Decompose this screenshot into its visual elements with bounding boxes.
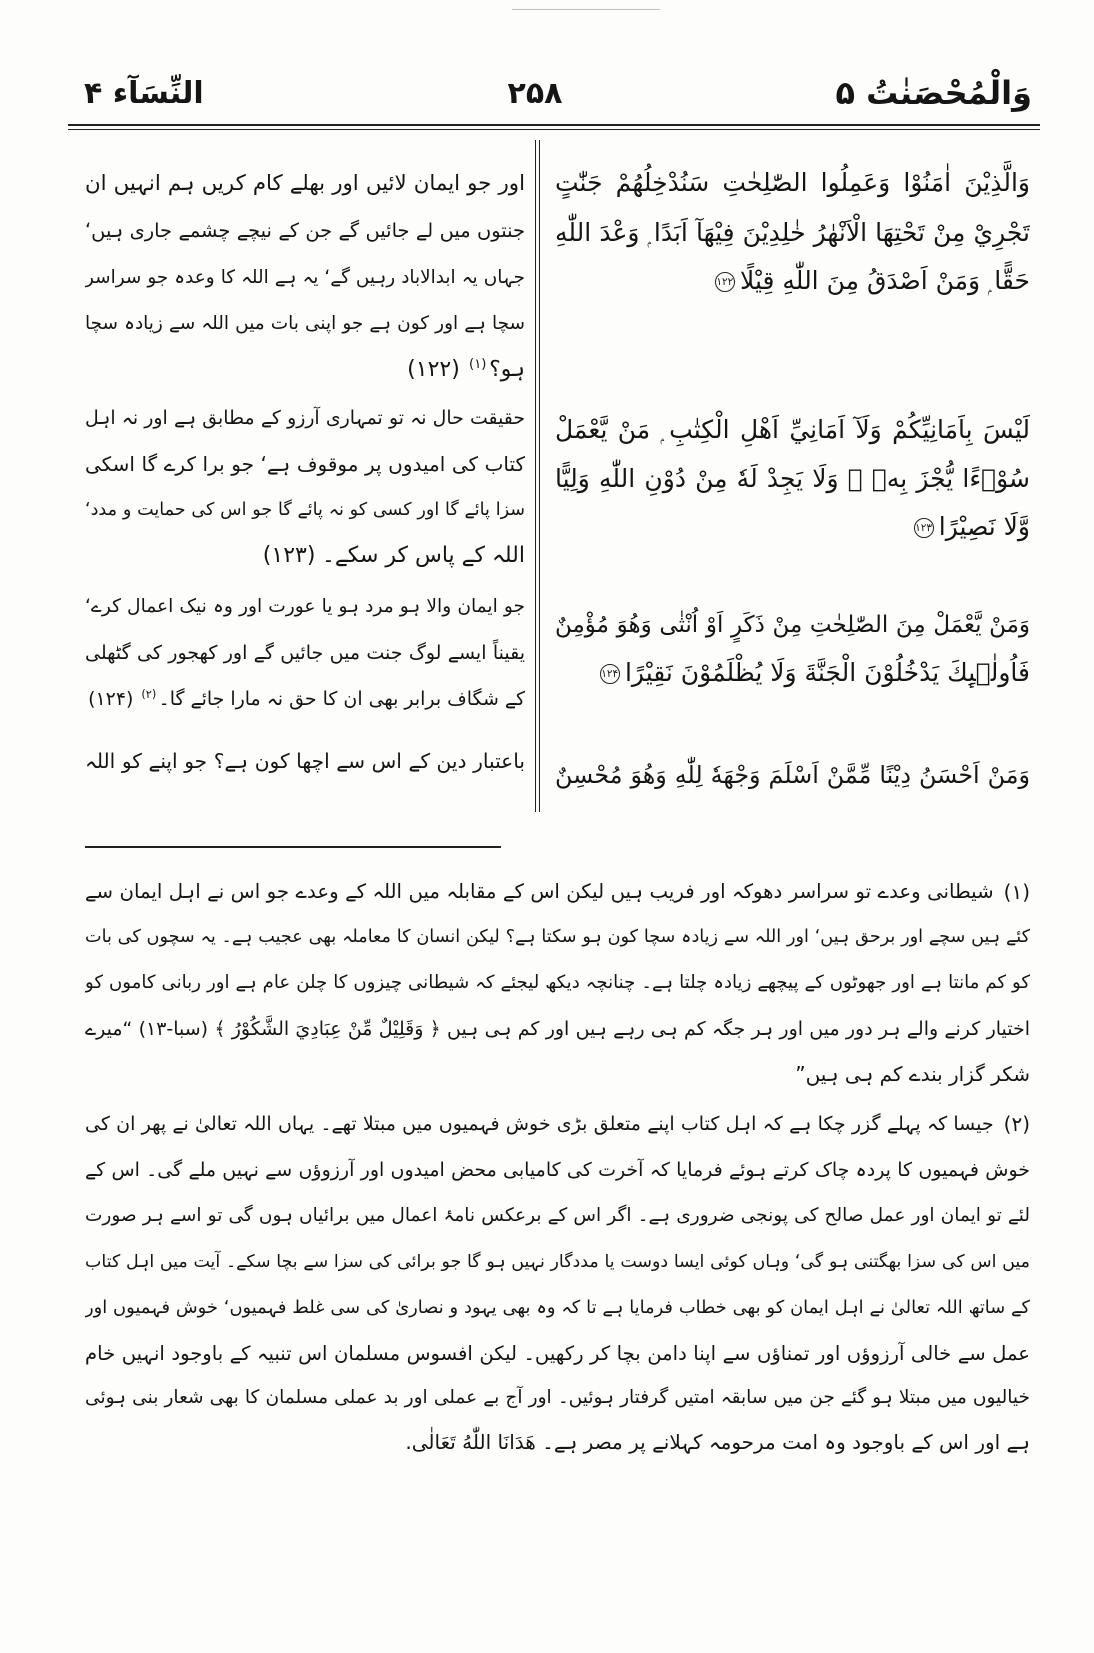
arabic-line (555, 504, 1030, 550)
arabic-line (555, 258, 1030, 304)
footnote-line: ہے اور اس کے باوجود وہ امت مرحومہ کہلانے پر مصر ہے۔ هَدَانَا اللّٰهُ تَعَالٰى. (405, 1430, 1030, 1454)
ayah-number-marker: ۱۲۳ (914, 518, 934, 538)
footnote-marker: (۱) (1003, 880, 1030, 904)
verse-number: (۱۲۳) (262, 543, 316, 568)
arabic-line: وَمَنْ يَّعْمَلْ مِنَ الصّٰلِحٰتِ مِنْ ذَكَرٍ اَوْ اُنْثٰى وَھُوَ مُؤْمِنٌ (555, 612, 1030, 638)
verse-number: (۱۲۲) (407, 357, 460, 382)
urdu-line (85, 348, 525, 392)
urdu-line-text: اللہ کے پاس کر سکے۔ (322, 543, 525, 568)
surah-title: النِّسَآء ۴ (84, 76, 204, 111)
arabic-line (555, 650, 1030, 696)
footnote-line (85, 1103, 1030, 1145)
arabic-line-text: فَاُولٰۗىِٕكَ يَدْخُلُوْنَ الْجَنَّةَ وَلَا يُظْلَمُوْنَ نَقِيْرًا (624, 658, 1030, 687)
arabic-line: تَجْرِيْ مِنْ تَحْتِهَا الْاَنْهٰرُ خٰلِدِيْنَ فِيْهَآ اَبَدًا ۭ وَعْدَ اللّٰهِ (555, 218, 1030, 247)
arabic-line: لَيْسَ بِاَمَانِيِّكُمْ وَلَآ اَمَانِيِّ اَهْلِ الْكِتٰبِ ۭ مَنْ يَّعْمَلْ (555, 415, 1030, 444)
footnote-reference: (۲) (141, 686, 157, 701)
urdu-line: باعتبار دین کے اس سے اچھا کون ہے؟ جو اپنے کو اللہ (85, 749, 525, 773)
footnote-separator (85, 846, 501, 848)
page-number: ۲۵۸ (507, 76, 563, 111)
urdu-line: یقیناً ایسے لوگ جنت میں جائیں گے اور کھجور کی گٹھلی (85, 642, 525, 664)
juz-title: وَالْمُحْصَنٰتُ ۵ (835, 74, 1032, 112)
urdu-line: جہاں یہ ابدالاباد رہیں گے‘ یہ ہے اللہ کا وعدہ جو سراسر (85, 267, 525, 288)
footnote-text: شیطانی وعدے تو سراسر دھوکہ اور فریب ہیں لیکن اس کے مقابلہ میں اللہ کے وعدے جو اس نے اہل ایمان سے (85, 880, 994, 903)
arabic-line: سُوْۗءًا يُّجْزَ بِهٖ ۙ وَلَا يَجِدْ لَهٗ مِنْ دُوْنِ اللّٰهِ وَلِيًّا (555, 464, 1030, 493)
footnote-line: خوش فہمیوں کا پردہ چاک کرتے ہوئے فرمایا کہ آخرت کی کامیابی محض امیدوں اور آرزوؤں سے نہیں ملے گی۔ اس کے (85, 1159, 1030, 1181)
urdu-line (85, 677, 525, 721)
footnote-line: خیالیوں میں مبتلا ہو گئے جن میں سابقہ امتیں گرفتار ہوئیں۔ اور آج بے عملی اور بد عملی مسلمان کا بھی شعار بنی ہوئی (85, 1387, 1030, 1408)
urdu-line: اور جو ایمان لائیں اور بھلے کام کریں ہم انہیں ان (85, 171, 525, 196)
urdu-line (85, 534, 525, 578)
urdu-line: جو ایمان والا ہو مرد ہو یا عورت اور وہ نیک اعمال کرے‘ (85, 596, 525, 617)
footnote-line: کو کم مانتا ہے اور جھوٹوں کے پیچھے زیادہ چلتا ہے۔ چنانچہ دیکھ لیجئے کہ شیطانی چیزوں کا چلن عام ہے اور ربانی کاموں کو (85, 972, 1030, 993)
arabic-line: وَالَّذِيْنَ اٰمَنُوْا وَعَمِلُوا الصّٰلِحٰتِ سَنُدْخِلُهُمْ جَنّٰتٍ (555, 168, 1030, 197)
urdu-line: حقیقت حال نہ تو تمہاری آرزو کے مطابق ہے اور نہ اہل (85, 407, 525, 429)
urdu-line: کتاب کی امیدوں پر موقوف ہے‘ جو برا کرے گا اسکی (85, 452, 525, 476)
footnote-line: کئے ہیں سچے اور برحق ہیں‘ اور اللہ سے زیادہ سچا کون ہو سکتا ہے؟ لیکن انسان کا معاملہ بھی عجیب ہے۔ یہ سچوں کی بات (85, 927, 1030, 947)
footnote-line: کے ساتھ اللہ تعالیٰ نے اہل ایمان کو بھی خطاب فرمایا ہے تا کہ وہ بھی یہود و نصاریٰ کی سی غلط فہمیوں‘ خوش فہمیوں اور (85, 1297, 1030, 1318)
ayah-number-marker: ۱۲۴ (600, 664, 620, 684)
urdu-line: جنتوں میں لے جائیں گے جن کے نیچے چشمے جاری ہیں‘ (85, 219, 525, 242)
footnote-line: اختیار کرنے والے ہر دور میں اور ہر جگہ کم ہی رہے ہیں اور کم ہی ہیں ﴿ وَقَلِيْلٌ مِّنْ عِبَادِيَ الشَّكُوْرُ ﴾ (سبا-۱۳) “میرے (85, 1018, 1030, 1040)
arabic-line: وَمَنْ اَحْسَنُ دِيْنًا مِّمَّنْ اَسْلَمَ وَجْهَهٗ لِلّٰهِ وَھُوَ مُحْسِنٌ (555, 761, 1030, 789)
footnote-line: میں اس کی سزا بھگتنی ہو گی‘ وہاں کوئی ایسا دوست یا مددگار نہیں ہو گا جو برائی کی سزا سے بچا سکے۔ آیت میں اہل کتاب (85, 1252, 1030, 1272)
urdu-line: سزا پائے گا اور کسی کو نہ پائے گا جو اس کی حمایت و مدد‘ (85, 500, 525, 520)
footnote-line: لئے تو ایمان اور عمل صالح کی پونجی ضروری ہے۔ اگر اس کے برعکس نامۂ اعمال میں برائیاں ہوں گی تو اسے ہر صورت (85, 1205, 1030, 1226)
urdu-line-text: کے شگاف برابر بھی ان کا حق نہ مارا جائے گا۔ (158, 688, 525, 710)
footnote-text: جیسا کہ پہلے گزر چکا ہے کہ اہل کتاب اپنے متعلق بڑی خوش فہمیوں میں مبتلا تھے۔ یہاں اللہ تعالیٰ نے پھر ان کی (85, 1113, 994, 1135)
header-double-rule (68, 124, 1040, 130)
column-divider (535, 140, 540, 812)
footnote-line (85, 871, 1030, 913)
urdu-line-text: ہو؟ (489, 357, 525, 382)
verse-number: (۱۲۴) (88, 688, 134, 710)
footnote-line: عمل سے خالی آرزوؤں اور تمناؤں سے اپنا دامن بچا کر رکھیں۔ لیکن افسوس مسلمان اس تنبیہ کے باوجود انہیں خام (85, 1342, 1030, 1365)
ayah-number-marker: ۱۲۲ (715, 272, 735, 292)
top-scan-rule (512, 9, 660, 10)
footnote-marker: (۲) (1003, 1112, 1030, 1136)
urdu-line: سچا ہے اور کون ہے جو اپنی بات میں اللہ سے زیادہ سچا (85, 313, 525, 334)
footnote-line: شکر گزار بندے کم ہی ہیں” (795, 1062, 1030, 1086)
footnote-reference: (۱) (469, 356, 487, 372)
arabic-line-text: حَقًّا ۭ وَمَنْ اَصْدَقُ مِنَ اللّٰهِ قِيْلًا (740, 266, 1030, 295)
arabic-line-text: وَّلَا نَصِيْرًا (938, 512, 1030, 541)
